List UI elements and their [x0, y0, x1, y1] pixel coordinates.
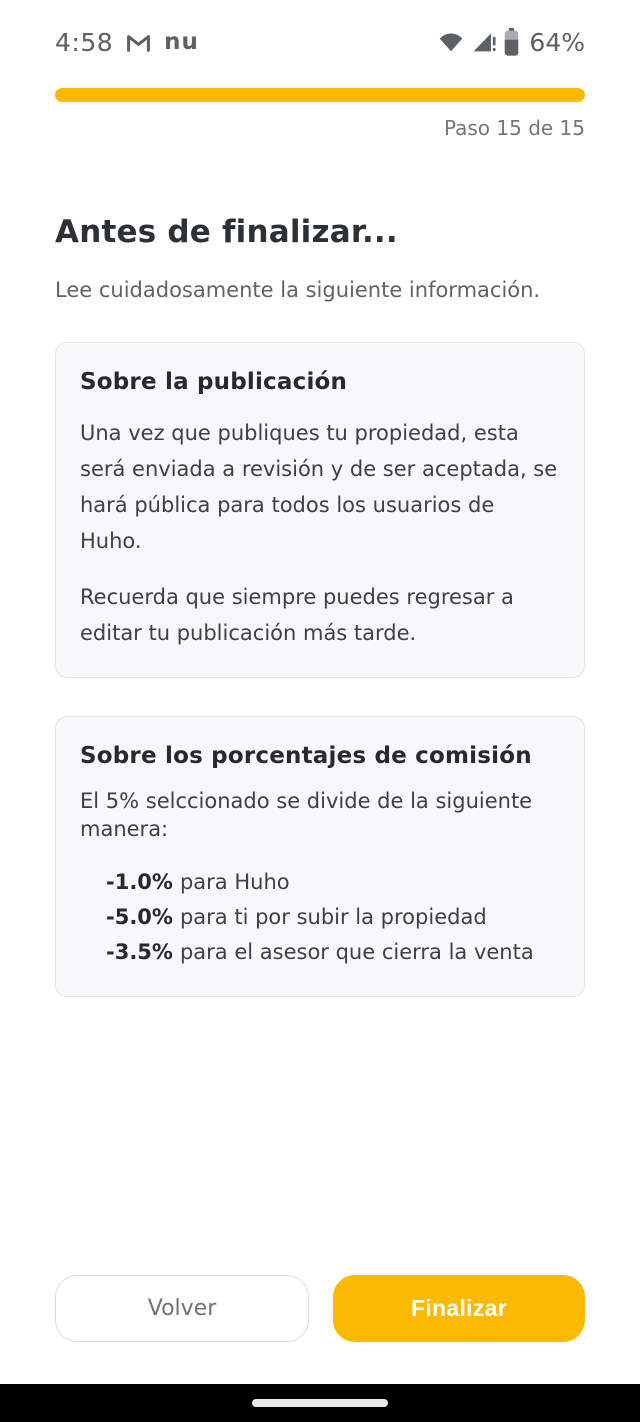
card-title: Sobre la publicación [80, 369, 348, 395]
home-indicator[interactable] [252, 1399, 388, 1407]
progress-bar-fill [55, 88, 585, 102]
progress-bar [55, 88, 585, 102]
item-text: para Huho [179, 870, 290, 894]
battery-icon [504, 28, 519, 56]
info-card-publication [55, 342, 585, 678]
battery-percent: 64% [529, 27, 585, 57]
commission-item [106, 935, 560, 970]
gmail-icon [125, 29, 152, 56]
item-text: para ti por subir la propiedad [179, 905, 487, 929]
wifi-icon [438, 29, 464, 55]
footer-actions [55, 1275, 585, 1342]
system-nav-bar [0, 1384, 640, 1422]
page-title: Antes de finalizar... [55, 214, 398, 250]
status-bar [0, 0, 640, 70]
page-subtitle: Lee cuidadosamente la siguiente información. [55, 278, 541, 302]
nu-icon: nu [164, 28, 199, 55]
card-paragraph: Una vez que publiques tu propiedad, esta será enviada a revisión y de ser aceptada, se hará pública para todos los usuarios de Huho. [80, 421, 558, 553]
card-paragraph: Recuerda que siempre puedes regresar a editar tu publicación más tarde. [80, 585, 514, 645]
commission-item [106, 900, 560, 935]
commission-item [106, 865, 560, 900]
percent-value: -1.0% [106, 870, 173, 894]
spacer [0, 997, 640, 1275]
commission-intro: El 5% selccionado se divide de la siguiente manera: [80, 789, 533, 841]
card-title: Sobre los porcentajes de comisión [80, 743, 532, 769]
percent-value: -3.5% [106, 940, 173, 964]
status-bar-right [438, 28, 585, 57]
signal-alert-icon [471, 30, 497, 55]
item-text: para el asesor que cierra la venta [179, 940, 534, 964]
clock: 4:58 [55, 27, 114, 57]
commission-list [80, 865, 560, 970]
percent-value: -5.0% [106, 905, 173, 929]
step-indicator: Paso 15 de 15 [443, 116, 585, 140]
finish-button[interactable]: Finalizar [333, 1275, 585, 1342]
info-card-commission [55, 716, 585, 997]
status-bar-left [55, 28, 199, 57]
back-button[interactable]: Volver [55, 1275, 309, 1342]
